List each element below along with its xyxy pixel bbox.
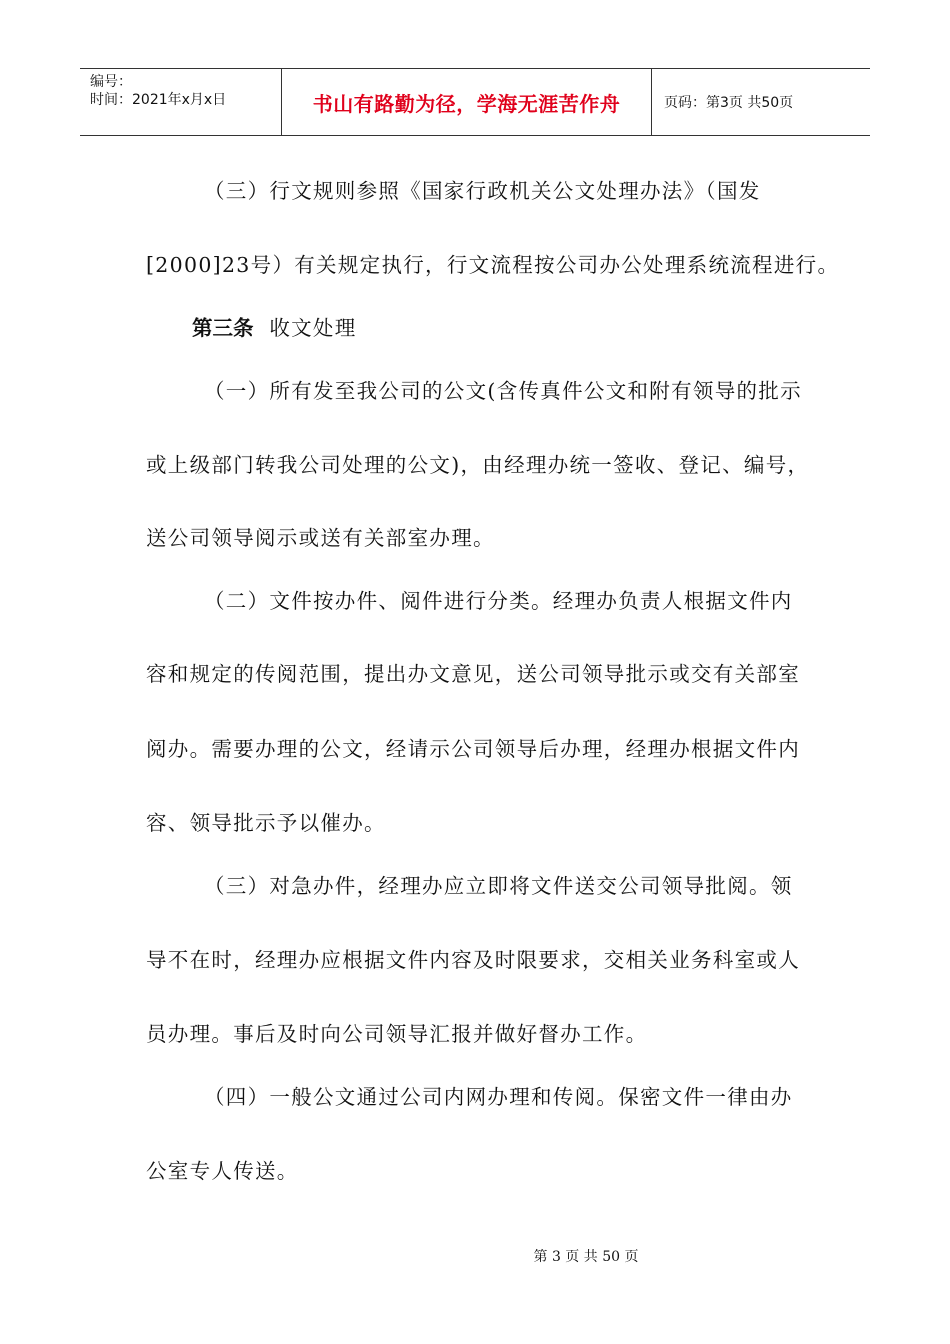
article-heading bbox=[192, 311, 357, 341]
article-title: 收文处理 bbox=[269, 316, 357, 340]
article-number: 第三条 bbox=[192, 316, 254, 340]
page-header bbox=[80, 68, 870, 136]
paragraph-line: 员办理。事后及时向公司领导汇报并做好督办工作。 bbox=[146, 1022, 648, 1046]
paragraph-line: （二）文件按办件、阅件进行分类。经理办负责人根据文件内 bbox=[204, 589, 793, 613]
header-motto: 书山有路勤为径，学海无涯苦作舟 bbox=[282, 69, 652, 135]
paragraph-line: 容和规定的传阅范围，提出办文意见，送公司领导批示或交有关部室 bbox=[146, 662, 800, 686]
header-page-info: 页码：第3页 共50页 bbox=[664, 95, 794, 111]
paragraph-line: 阅办。需要办理的公文，经请示公司领导后办理，经理办根据文件内 bbox=[146, 737, 800, 761]
paragraph-line: 送公司领导阅示或送有关部室办理。 bbox=[146, 526, 495, 550]
page-footer: 第 3 页 共 50 页 bbox=[533, 1249, 639, 1265]
paragraph-line: （三）对急办件，经理办应立即将文件送交公司领导批阅。领 bbox=[204, 874, 793, 898]
header-meta bbox=[80, 69, 282, 135]
paragraph-line: （一）所有发至我公司的公文(含传真件公文和附有领导的批示 bbox=[204, 379, 802, 403]
paragraph-line: 容、领导批示予以催办。 bbox=[146, 811, 386, 835]
paragraph-line: [2000]23号）有关规定执行，行文流程按公司办公处理系统流程进行。 bbox=[146, 253, 840, 277]
paragraph-line: 或上级部门转我公司处理的公文)，由经理办统一签收、登记、编号， bbox=[146, 453, 810, 477]
serial-number-label: 编号： bbox=[90, 74, 132, 90]
paragraph-line: （四）一般公文通过公司内网办理和传阅。保密文件一律由办 bbox=[204, 1085, 793, 1109]
paragraph-line: 导不在时，经理办应根据文件内容及时限要求，交相关业务科室或人 bbox=[146, 948, 800, 972]
paragraph-line: 公室专人传送。 bbox=[146, 1159, 299, 1183]
paragraph-line: （三）行文规则参照《国家行政机关公文处理办法》（国发 bbox=[204, 179, 761, 203]
date-label: 时间：2021年x月x日 bbox=[90, 92, 227, 108]
